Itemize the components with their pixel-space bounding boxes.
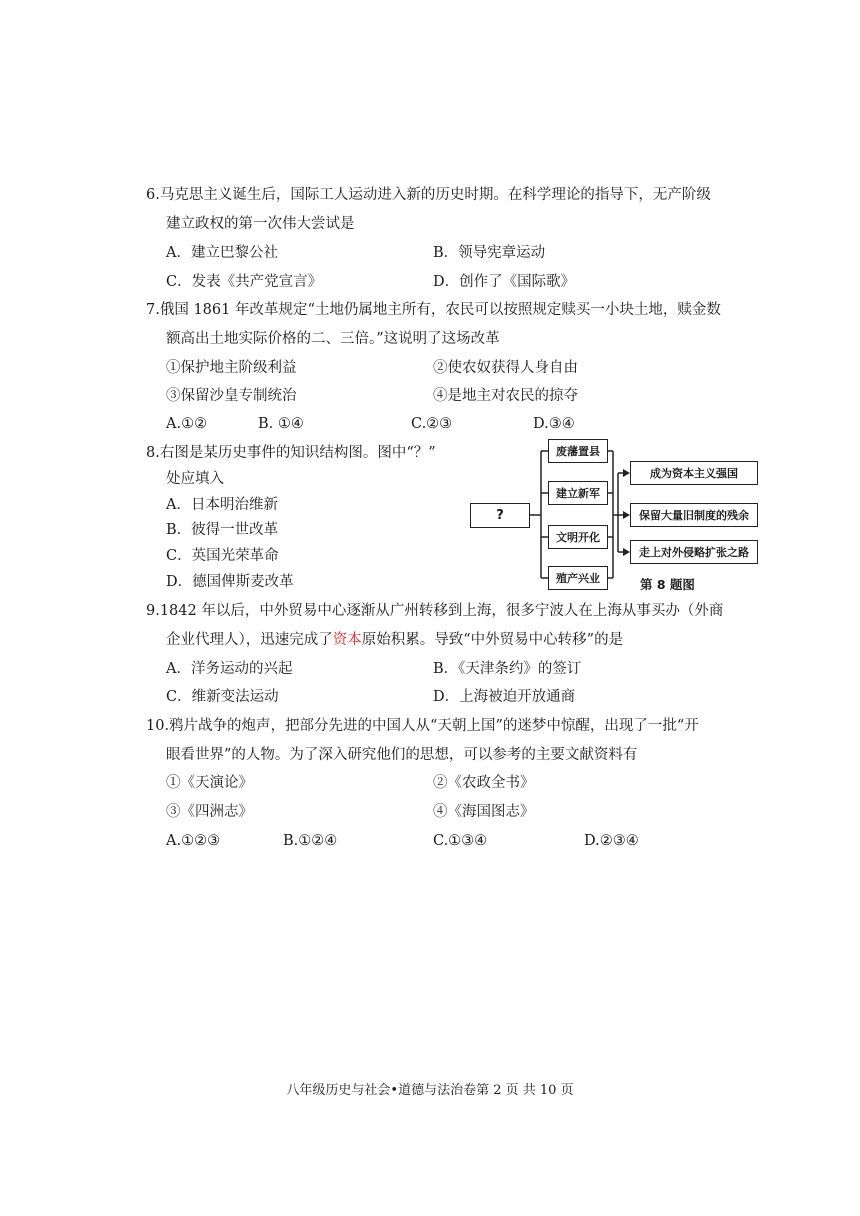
q7-option-c: C.②③: [411, 416, 453, 432]
q7-item-1: ①保护地主阶级利益: [166, 360, 297, 376]
q8-stem-line1: 8.右图是某历史事件的知识结构图。图中“？”: [146, 445, 436, 461]
q7-stem-line2: 额高出土地实际价格的二、三倍。”这说明了这场改革: [166, 331, 500, 347]
q10-item-4: ④《海国图志》: [433, 804, 535, 820]
diagram-middle-box-3: 文明开化: [548, 525, 608, 549]
diagram-middle-box-2: 建立新军: [548, 481, 608, 505]
q9-option-a: A．洋务运动的兴起: [166, 661, 293, 677]
q10-item-1: ①《天演论》: [166, 775, 253, 791]
q10-stem-line1: 10.鸦片战争的炮声，把部分先进的中国人从“天朝上国”的迷梦中惊醒，出现了一批“开: [146, 718, 699, 734]
q10-option-c: C.①③④: [433, 833, 488, 849]
q10-option-b: B.①②④: [283, 833, 338, 849]
q9-stem-line1: 9.1842 年以后，中外贸易中心逐渐从广州转移到上海，很多宁波人在上海从事买办（外商: [146, 603, 724, 619]
q8-stem-line2: 处应填入: [166, 471, 224, 487]
q9-highlighted-word: 资本: [332, 632, 362, 648]
q10-option-a: A.①②③: [166, 833, 221, 849]
q7-option-d: D.③④: [533, 416, 575, 432]
diagram-result-box-2: 保留大量旧制度的残余: [630, 503, 758, 527]
q7-option-a: A.①②: [166, 416, 208, 432]
diagram-root-box: ?: [470, 503, 530, 528]
q9-option-d: D．上海被迫开放通商: [433, 689, 576, 705]
q6-option-a: A．建立巴黎公社: [166, 245, 278, 261]
q10-item-2: ②《农政全书》: [433, 775, 535, 791]
q7-item-2: ②使农奴获得人身自由: [433, 360, 578, 376]
q7-item-4: ④是地主对农民的掠夺: [433, 388, 578, 404]
q9-stem-line2-part2: 原始积累。导致“中外贸易中心转移”的是: [361, 632, 624, 648]
q6-option-d: D．创作了《国际歌》: [433, 274, 576, 290]
q10-stem-line2: 眼看世界”的人物。为了深入研究他们的思想，可以参考的主要文献资料有: [166, 747, 638, 763]
q8-option-d: D．德国俾斯麦改革: [166, 574, 294, 590]
q7-option-b: B. ①④: [258, 416, 304, 432]
q6-stem-line1: 6.马克思主义诞生后，国际工人运动进入新的历史时期。在科学理论的指导下，无产阶级: [146, 187, 711, 203]
q7-item-3: ③保留沙皇专制统治: [166, 388, 297, 404]
q6-stem-line2: 建立政权的第一次伟大尝试是: [166, 216, 355, 232]
diagram-caption: 第 8 题图: [640, 577, 695, 592]
q9-option-b: B．《天津条约》的签订: [433, 661, 582, 677]
q8-option-c: C．英国光荣革命: [166, 548, 279, 564]
page-footer: 八年级历史与社会•道德与法治卷第 2 页 共 10 页: [286, 1083, 574, 1098]
diagram-middle-box-4: 殖产兴业: [548, 566, 608, 590]
q10-option-d: D.②③④: [584, 833, 639, 849]
q8-option-b: B．彼得一世改革: [166, 522, 279, 538]
diagram-middle-box-1: 废藩置县: [548, 439, 608, 463]
q9-stem-line2: [166, 630, 623, 650]
q7-stem-line1: 7.俄国 1861 年改革规定“土地仍属地主所有，农民可以按照规定赎买一小块土地，赎金数: [146, 302, 721, 318]
q6-option-b: B．领导宪章运动: [433, 245, 546, 261]
diagram-result-box-3: 走上对外侵略扩张之路: [630, 540, 758, 564]
q10-item-3: ③《四洲志》: [166, 804, 253, 820]
q8-option-a: A．日本明治维新: [166, 497, 278, 513]
q6-option-c: C．发表《共产党宣言》: [166, 274, 323, 290]
q9-option-c: C．维新变法运动: [166, 689, 279, 705]
diagram-result-box-1: 成为资本主义强国: [630, 461, 758, 485]
q9-stem-line2-part1: 企业代理人），迅速完成了: [166, 632, 333, 648]
